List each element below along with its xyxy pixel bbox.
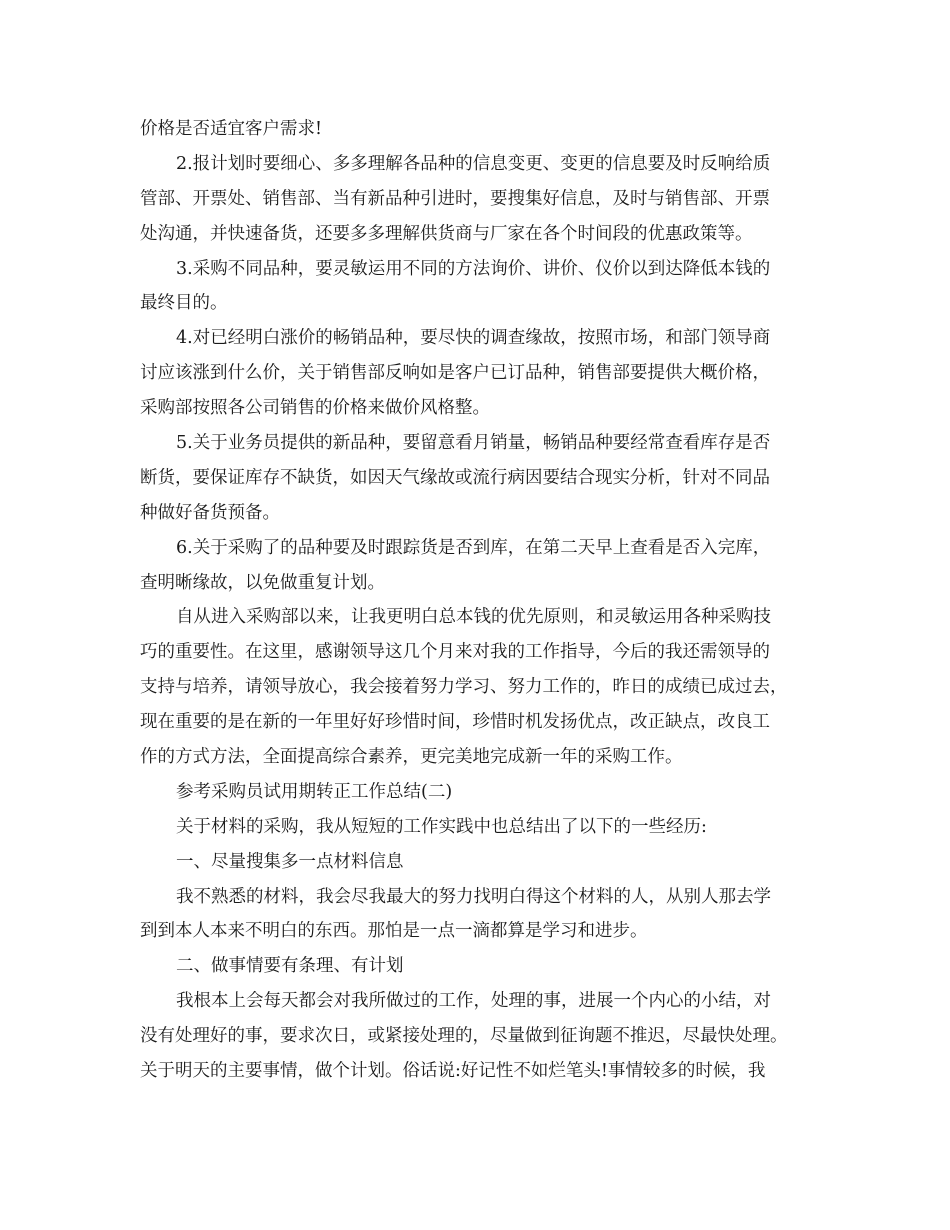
text-line: 3.采购不同品种，要灵敏运用不同的方法询价、讲价、仪价以到达降低本钱的 (176, 258, 771, 279)
text-line: 支持与培养，请领导放心，我会接着努力学习、努力工作的，昨日的成绩已成过去， (140, 677, 788, 698)
text-line: 采购部按照各公司销售的价格来做价风格整。 (140, 398, 490, 419)
text-line: 处沟通，并快速备货，还要多多理解供货商与厂家在各个时间段的优惠政策等。 (140, 223, 753, 244)
text-line: 巧的重要性。在这里，感谢领导这几个月来对我的工作指导，今后的我还需领导的 (140, 642, 770, 663)
text-line: 现在重要的是在新的一年里好好珍惜时间，珍惜时机发扬优点，改正缺点，改良工 (140, 712, 770, 733)
text-line: 价格是否适宜客户需求! (140, 119, 323, 139)
text-line: 关于材料的采购，我从短短的工作实践中也总结出了以下的一些经历: (176, 816, 707, 837)
text-line: 管部、开票处、销售部、当有新品种引进时，要搜集好信息，及时与销售部、开票 (140, 188, 770, 209)
section-title: 参考采购员试用期转正工作总结(二) (176, 781, 453, 802)
document-body (140, 112, 820, 1089)
text-line: 断货，要保证库存不缺货，如因天气缘故或流行病因要结合现实分析，针对不同品 (140, 467, 770, 488)
text-line: 讨应该涨到什么价，关于销售部反响如是客户已订品种，销售部要提供大概价格， (140, 363, 770, 384)
text-line: 种做好备货预备。 (140, 502, 280, 523)
section-heading: 一、尽量搜集多一点材料信息 (176, 851, 404, 872)
text-line: 6.关于采购了的品种要及时跟踪货是否到库，在第二天早上查看是否入完库， (176, 537, 771, 558)
text-line: 我不熟悉的材料，我会尽我最大的努力找明白得这个材料的人，从别人那去学 (176, 886, 771, 907)
text-line: 最终目的。 (140, 293, 228, 314)
text-line: 我根本上会每天都会对我所做过的工作，处理的事，进展一个内心的小结，对 (176, 991, 771, 1012)
text-line: 查明晰缘故，以免做重复计划。 (140, 572, 385, 593)
section-heading: 二、做事情要有条理、有计划 (176, 956, 404, 977)
text-line: 自从进入采购部以来，让我更明白总本钱的优先原则，和灵敏运用各种采购技 (176, 607, 771, 628)
text-line: 到到本人本来不明白的东西。那怕是一点一滴都算是学习和进步。 (140, 921, 648, 942)
text-line: 没有处理好的事，要求次日，或紧接处理的，尽量做到征询题不推迟，尽最快处理。 (140, 1026, 788, 1047)
text-line: 5.关于业务员提供的新品种，要留意看月销量，畅销品种要经常查看库存是否 (176, 433, 771, 454)
text-line: 4.对已经明白涨价的畅销品种，要尽快的调查缘故，按照市场，和部门领导商 (176, 328, 771, 349)
text-line: 作的方式方法，全面提高综合素养，更完美地完成新一年的采购工作。 (140, 747, 683, 768)
text-line: 关于明天的主要事情，做个计划。俗话说:好记性不如烂笔头!事情较多的时候，我 (140, 1061, 766, 1082)
text-line: 2.报计划时要细心、多多理解各品种的信息变更、变更的信息要及时反响给质 (176, 153, 771, 174)
